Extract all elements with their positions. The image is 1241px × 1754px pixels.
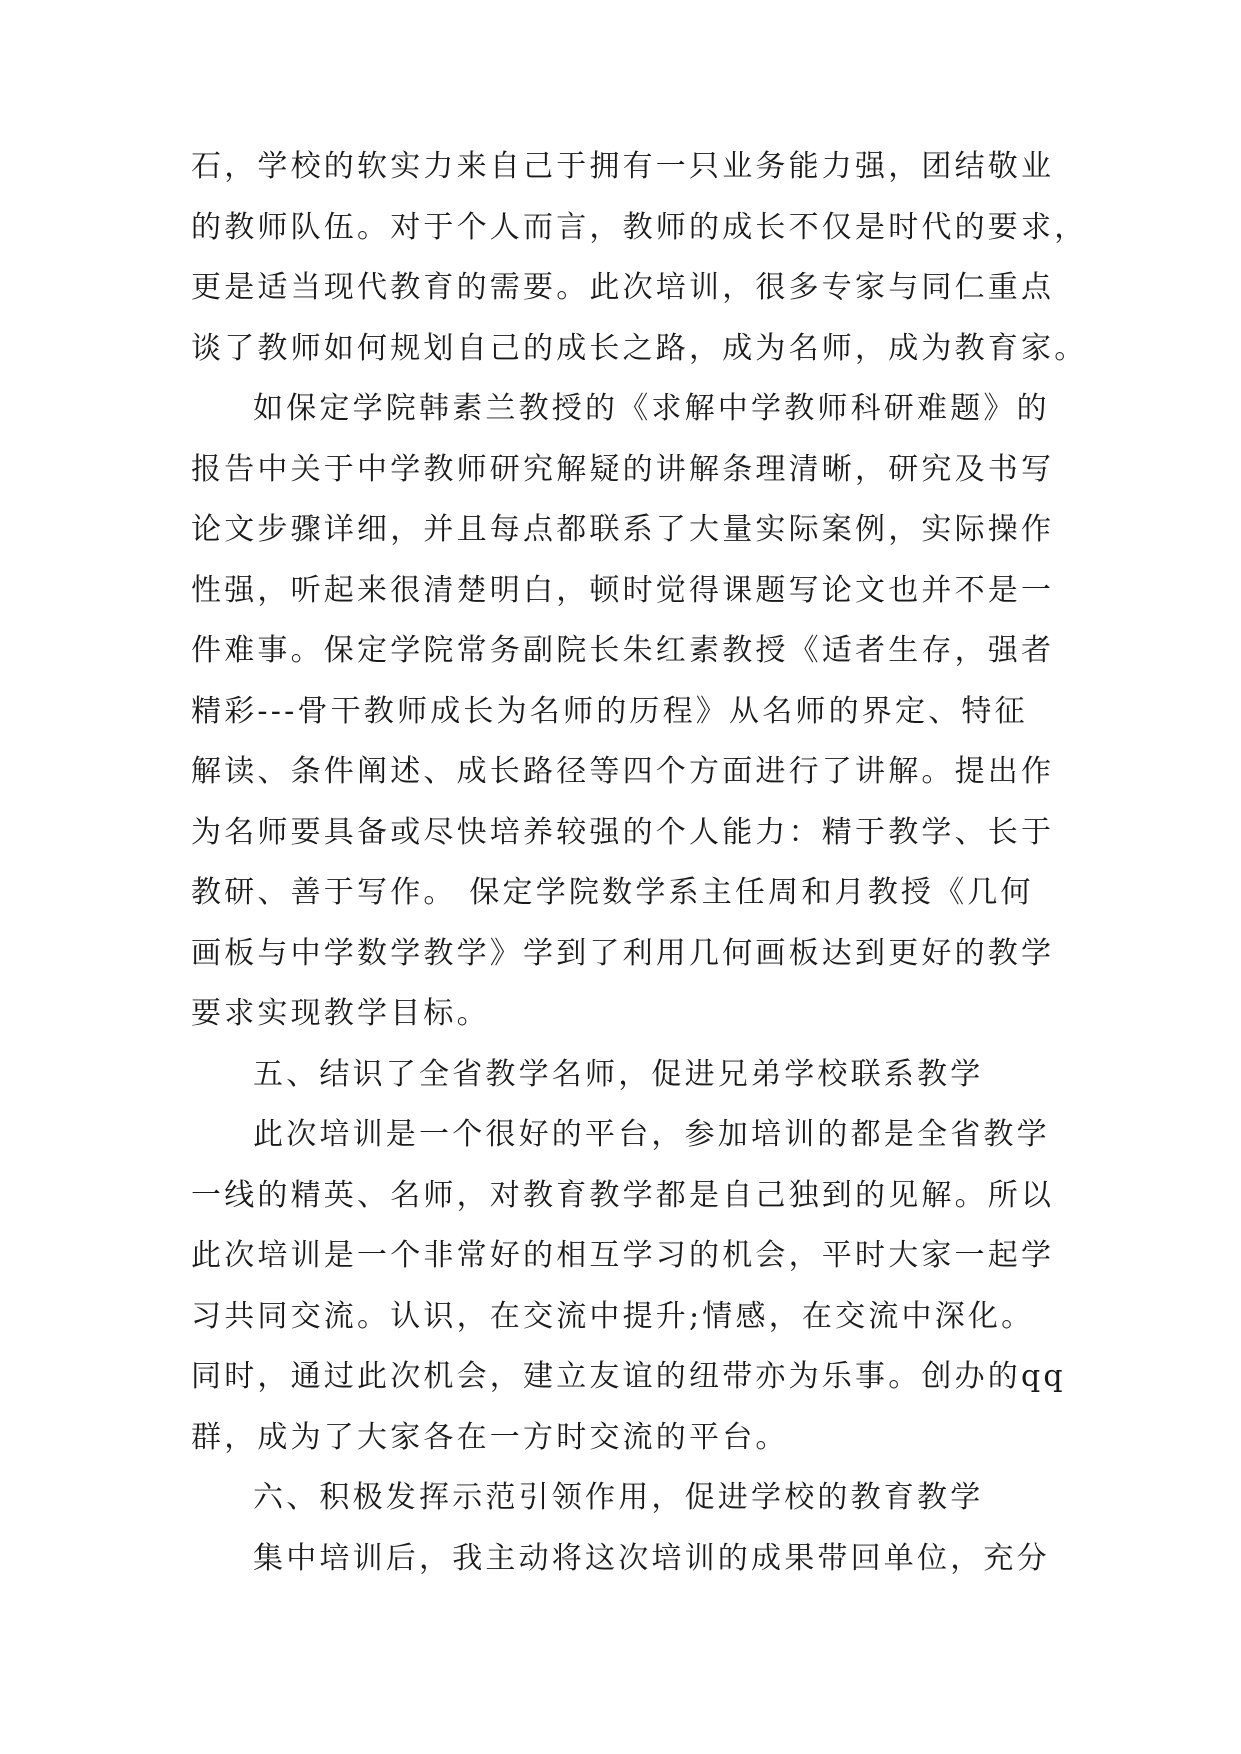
text-line: 报告中关于中学教师研究解疑的讲解条理清晰，研究及书写 xyxy=(191,451,1055,487)
text-line: 性强，听起来很清楚明白，顿时觉得课题写论文也并不是一 xyxy=(191,572,1055,608)
text-line: 石，学校的软实力来自己于拥有一只业务能力强，团结敬业 xyxy=(191,149,1055,184)
section-heading-6: 六、积极发挥示范引领作用，促进学校的教育教学 xyxy=(253,1480,984,1515)
text-line: 此次培训是一个非常好的相互学习的机会，平时大家一起学 xyxy=(191,1238,1055,1273)
document-page xyxy=(191,137,1088,1589)
paragraph-start-line: 集中培训后，我主动将这次培训的成果带回单位，充分 xyxy=(253,1540,1050,1576)
text-line: 同时，通过此次机会，建立友谊的纽带亦为乐事。创办的qq xyxy=(191,1359,1066,1394)
text-line: 的教师队伍。对于个人而言，教师的成长不仅是时代的要求， xyxy=(191,209,1088,245)
text-line: 教研、善于写作。 保定学院数学系主任周和月教授《几何 xyxy=(191,875,1034,910)
text-line: 群，成为了大家各在一方时交流的平台。 xyxy=(191,1419,789,1455)
paragraph-start-line: 此次培训是一个很好的平台，参加培训的都是全省教学 xyxy=(253,1117,1050,1152)
text-line: 件难事。保定学院常务副院长朱红素教授《适者生存，强者 xyxy=(191,633,1055,668)
text-line: 论文步骤详细，并且每点都联系了大量实际案例，实际操作 xyxy=(191,512,1055,547)
text-line: 一线的精英、名师，对教育教学都是自己独到的见解。所以 xyxy=(191,1177,1055,1213)
text-line: 为名师要具备或尽快培养较强的个人能力：精于教学、长于 xyxy=(191,814,1055,850)
paragraph-start-line: 如保定学院韩素兰教授的《求解中学教师科研难题》的 xyxy=(253,391,1050,426)
text-line: 谈了教师如何规划自己的成长之路，成为名师，成为教育家。 xyxy=(191,330,1088,366)
text-line: 画板与中学数学教学》学到了利用几何画板达到更好的教学 xyxy=(191,935,1055,971)
text-line: 要求实现教学目标。 xyxy=(191,996,490,1031)
text-line: 解读、条件阐述、成长路径等四个方面进行了讲解。提出作 xyxy=(191,754,1055,789)
text-line: 更是适当现代教育的需要。此次培训，很多专家与同仁重点 xyxy=(191,270,1055,305)
text-line: 精彩---骨干教师成长为名师的历程》从名师的界定、特征 xyxy=(191,693,1028,729)
text-line: 习共同交流。认识，在交流中提升;情感，在交流中深化。 xyxy=(191,1298,1035,1334)
section-heading-5: 五、结识了全省教学名师，促进兄弟学校联系教学 xyxy=(253,1056,984,1092)
